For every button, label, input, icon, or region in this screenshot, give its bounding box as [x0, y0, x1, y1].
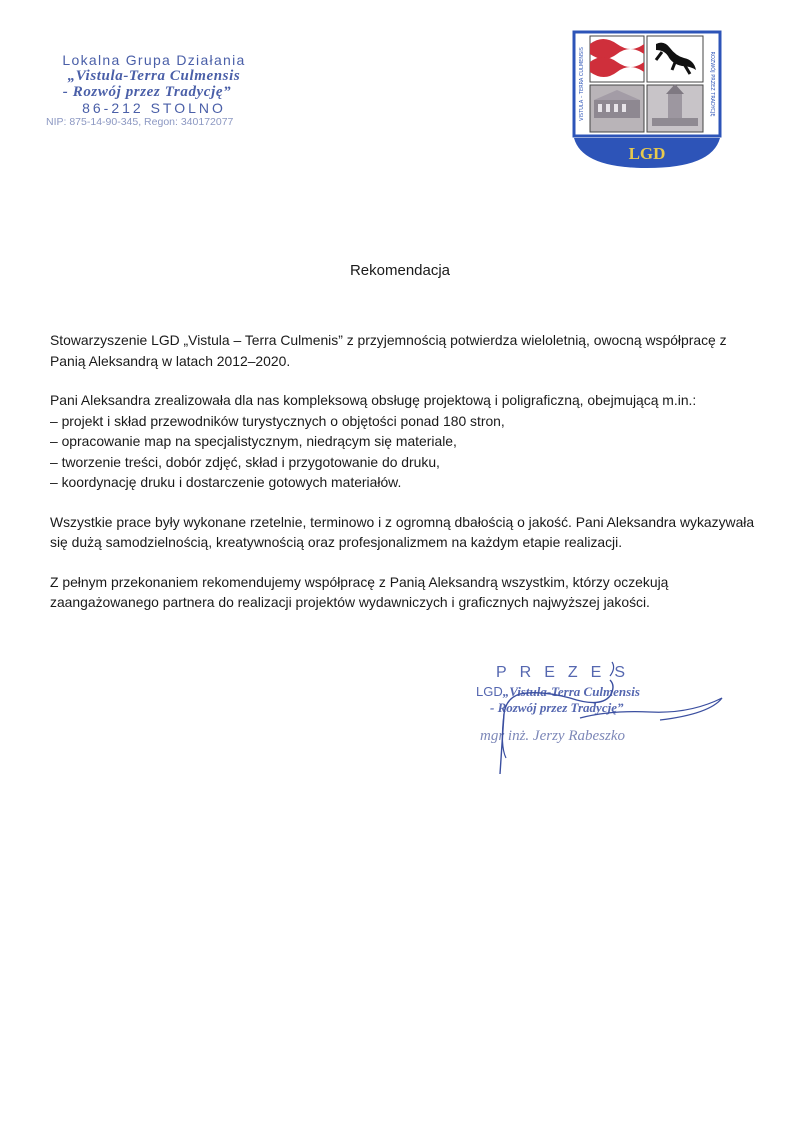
list-item: – tworzenie treści, dobór zdjęć, skład i przygotowanie do druku, — [50, 453, 440, 470]
stamp-address: 86-212 STOLNO — [82, 100, 226, 116]
signature-org-prefix: LGD — [476, 684, 503, 699]
signature-stamp — [460, 658, 750, 778]
lgd-logo — [572, 30, 726, 170]
list-item: – koordynację druku i dostarczenie gotowych materiałów. — [50, 474, 402, 490]
handwritten-signature — [460, 658, 750, 778]
signature-org-name: „Vistula-Terra Culmensis — [502, 684, 640, 699]
stamp-org-motto: - Rozwój przez Tradycję” — [62, 84, 232, 100]
stamp-org-name: „Vistula-Terra Culmensis — [67, 68, 241, 84]
list-item: – projekt i skład przewodników turystycznych o objętości ponad 180 stron, — [50, 412, 505, 429]
signature-motto: - Rozwój przez Tradycję” — [490, 700, 624, 715]
services-intro: Pani Aleksandra zrealizowała dla nas kompleksową obsługę projektową i poligraficzną, obejmującą m.in.: — [50, 392, 697, 408]
logo-text: LGD — [628, 144, 666, 163]
logo-side-text-left: VISTULA – TERRA CULMENSIS — [579, 47, 585, 121]
list-item: – opracowanie map na specjalistycznym, niedrącym się materiale, — [50, 433, 457, 449]
paragraph-cooperation: Stowarzyszenie LGD „Vistula – Terra Culmenis” z przyjemnością potwierdza wieloletnią, owocną współpracę z Panią Aleksandrą w latach 2012–2020. — [50, 332, 727, 369]
services-block — [50, 390, 762, 493]
paragraph-quality: Wszystkie prace były wykonane rzetelnie, terminowo i z ogromną dbałością o jakość. Pani Aleksandra wykazywała się dużą samodzielnością, kreatywnością oraz profesjonalizmem na każdym etapie realizacji. — [50, 513, 755, 550]
signature-role: PREZES — [496, 664, 639, 681]
document-body — [50, 330, 762, 632]
stamp-tax-ids: NIP: 875-14-90-345, Regon: 340172077 — [46, 116, 234, 128]
organization-stamp — [44, 52, 264, 129]
paragraph-recommendation: Z pełnym przekonaniem rekomendujemy współpracę z Panią Aleksandrą wszystkim, którzy oczekują zaangażowanego partnera do realizacji projektów wydawniczych i graficznych najwyższej jakości. — [50, 573, 669, 610]
logo-side-text-right: ROZWÓJ PRZEZ TRADYCJĘ — [709, 51, 715, 117]
signatory-name: mgr inż. Jerzy Rabeszko — [480, 728, 625, 744]
lgd-logo-graphic — [572, 30, 726, 170]
stamp-org-type: Lokalna Grupa Działania — [62, 52, 246, 68]
document-title: Rekomendacja — [349, 262, 451, 279]
